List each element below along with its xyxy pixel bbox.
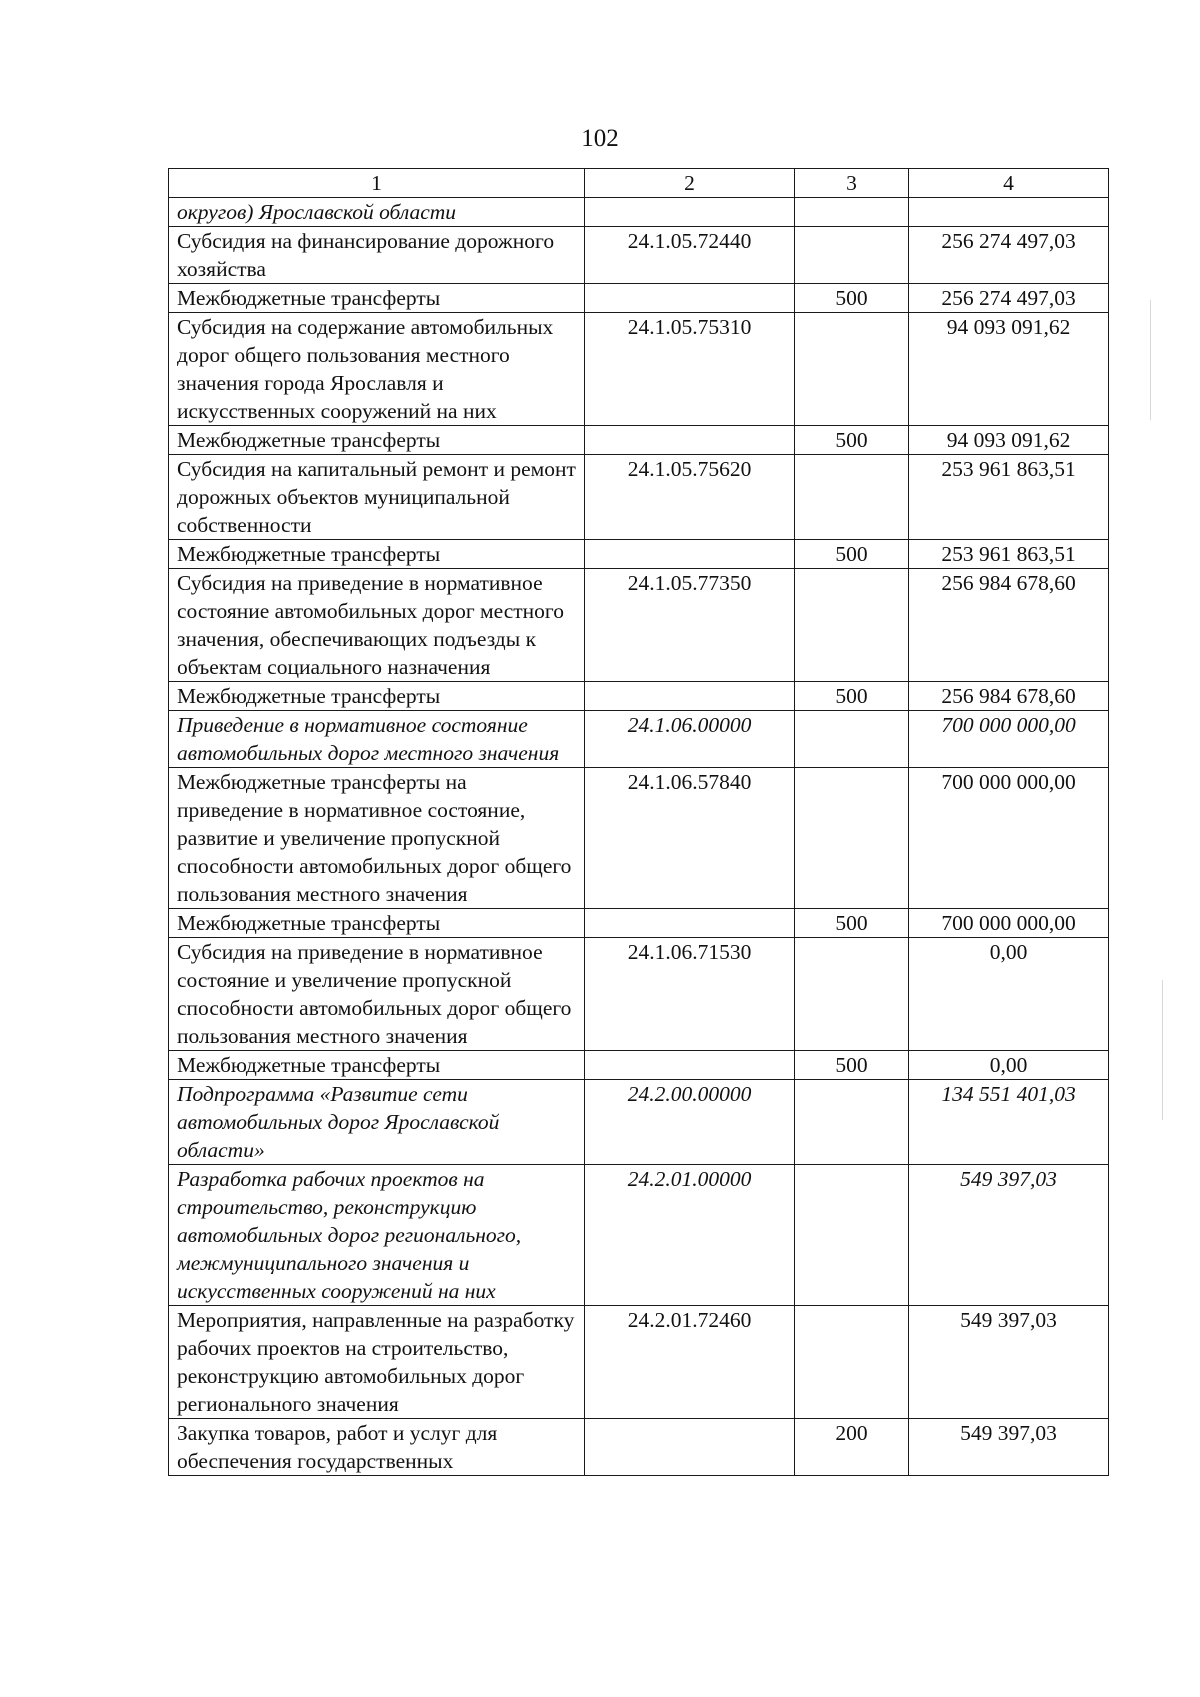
row-code-cell — [585, 426, 795, 455]
table-row — [169, 1419, 1109, 1476]
row-amount-cell: 256 274 497,03 — [909, 284, 1109, 313]
row-expense-type-cell — [795, 313, 909, 426]
row-code-cell: 24.1.05.72440 — [585, 227, 795, 284]
row-amount-cell — [909, 198, 1109, 227]
row-code-cell: 24.1.05.75310 — [585, 313, 795, 426]
row-expense-type-cell: 500 — [795, 284, 909, 313]
budget-table — [168, 168, 1109, 1476]
row-name-cell: Субсидия на капитальный ремонт и ремонт дорожных объектов муниципальной собственности — [169, 455, 585, 540]
table-row — [169, 284, 1109, 313]
header-col-2: 2 — [585, 169, 795, 198]
row-name-cell: Субсидия на финансирование дорожного хозяйства — [169, 227, 585, 284]
row-name-cell: Субсидия на содержание автомобильных дорог общего пользования местного значения города Ярославля и искусственных сооружений на них — [169, 313, 585, 426]
row-code-cell — [585, 1419, 795, 1476]
row-expense-type-cell: 500 — [795, 682, 909, 711]
row-name-cell: округов) Ярославской области — [169, 198, 585, 227]
table-header-row — [169, 169, 1109, 198]
row-code-cell: 24.1.05.77350 — [585, 569, 795, 682]
row-name-cell: Межбюджетные трансферты — [169, 426, 585, 455]
row-code-cell — [585, 909, 795, 938]
row-expense-type-cell: 500 — [795, 1051, 909, 1080]
row-name-cell: Межбюджетные трансферты — [169, 284, 585, 313]
row-expense-type-cell: 500 — [795, 909, 909, 938]
row-amount-cell: 253 961 863,51 — [909, 540, 1109, 569]
table-row — [169, 909, 1109, 938]
row-code-cell — [585, 198, 795, 227]
row-code-cell: 24.1.06.71530 — [585, 938, 795, 1051]
row-amount-cell: 549 397,03 — [909, 1306, 1109, 1419]
row-code-cell — [585, 682, 795, 711]
row-expense-type-cell: 500 — [795, 426, 909, 455]
table-row — [169, 1306, 1109, 1419]
row-expense-type-cell — [795, 938, 909, 1051]
row-name-cell: Разработка рабочих проектов на строительство, реконструкцию автомобильных дорог регионального, межмуниципального значения и искусственных сооружений на них — [169, 1165, 585, 1306]
table-row — [169, 938, 1109, 1051]
row-code-cell: 24.1.06.57840 — [585, 768, 795, 909]
table-row — [169, 540, 1109, 569]
row-amount-cell: 253 961 863,51 — [909, 455, 1109, 540]
row-expense-type-cell: 200 — [795, 1419, 909, 1476]
row-code-cell — [585, 540, 795, 569]
header-col-1: 1 — [169, 169, 585, 198]
row-code-cell — [585, 1051, 795, 1080]
table-row — [169, 227, 1109, 284]
table-row — [169, 682, 1109, 711]
row-code-cell: 24.1.06.00000 — [585, 711, 795, 768]
row-amount-cell: 134 551 401,03 — [909, 1080, 1109, 1165]
scan-artifact-line — [1162, 980, 1163, 1120]
row-amount-cell: 94 093 091,62 — [909, 313, 1109, 426]
row-amount-cell: 700 000 000,00 — [909, 909, 1109, 938]
row-name-cell: Закупка товаров, работ и услуг для обеспечения государственных — [169, 1419, 585, 1476]
row-code-cell — [585, 284, 795, 313]
header-col-4: 4 — [909, 169, 1109, 198]
table-row — [169, 569, 1109, 682]
table-row — [169, 1051, 1109, 1080]
row-amount-cell: 700 000 000,00 — [909, 711, 1109, 768]
table-row — [169, 1080, 1109, 1165]
table-row — [169, 768, 1109, 909]
row-name-cell: Субсидия на приведение в нормативное состояние и увеличение пропускной способности автомобильных дорог общего пользования местного значения — [169, 938, 585, 1051]
table-row — [169, 711, 1109, 768]
row-name-cell: Межбюджетные трансферты на приведение в нормативное состояние, развитие и увеличение пропускной способности автомобильных дорог общего пользования местного значения — [169, 768, 585, 909]
row-code-cell: 24.1.05.75620 — [585, 455, 795, 540]
row-name-cell: Приведение в нормативное состояние автомобильных дорог местного значения — [169, 711, 585, 768]
row-amount-cell: 0,00 — [909, 1051, 1109, 1080]
header-col-3: 3 — [795, 169, 909, 198]
row-expense-type-cell — [795, 768, 909, 909]
row-expense-type-cell — [795, 1080, 909, 1165]
scan-artifact-line — [1150, 300, 1151, 420]
row-expense-type-cell — [795, 1306, 909, 1419]
row-expense-type-cell — [795, 569, 909, 682]
row-amount-cell: 256 274 497,03 — [909, 227, 1109, 284]
row-code-cell: 24.2.01.72460 — [585, 1306, 795, 1419]
row-expense-type-cell — [795, 711, 909, 768]
row-amount-cell: 700 000 000,00 — [909, 768, 1109, 909]
table-row — [169, 313, 1109, 426]
row-name-cell: Межбюджетные трансферты — [169, 540, 585, 569]
table-body — [169, 169, 1109, 1476]
row-amount-cell: 256 984 678,60 — [909, 682, 1109, 711]
row-name-cell: Мероприятия, направленные на разработку рабочих проектов на строительство, реконструкцию автомобильных дорог регионального значения — [169, 1306, 585, 1419]
row-expense-type-cell — [795, 455, 909, 540]
row-amount-cell: 0,00 — [909, 938, 1109, 1051]
row-name-cell: Межбюджетные трансферты — [169, 1051, 585, 1080]
row-name-cell: Межбюджетные трансферты — [169, 909, 585, 938]
row-amount-cell: 256 984 678,60 — [909, 569, 1109, 682]
table-row — [169, 198, 1109, 227]
row-code-cell: 24.2.01.00000 — [585, 1165, 795, 1306]
row-name-cell: Подпрограмма «Развитие сети автомобильных дорог Ярославской области» — [169, 1080, 585, 1165]
row-expense-type-cell: 500 — [795, 540, 909, 569]
row-name-cell: Межбюджетные трансферты — [169, 682, 585, 711]
table-row — [169, 1165, 1109, 1306]
row-name-cell: Субсидия на приведение в нормативное состояние автомобильных дорог местного значения, обеспечивающих подъезды к объектам социального назначения — [169, 569, 585, 682]
row-expense-type-cell — [795, 198, 909, 227]
row-expense-type-cell — [795, 227, 909, 284]
row-code-cell: 24.2.00.00000 — [585, 1080, 795, 1165]
row-amount-cell: 549 397,03 — [909, 1419, 1109, 1476]
table-row — [169, 426, 1109, 455]
table-row — [169, 455, 1109, 540]
row-expense-type-cell — [795, 1165, 909, 1306]
row-amount-cell: 549 397,03 — [909, 1165, 1109, 1306]
page-number: 102 — [581, 125, 619, 152]
row-amount-cell: 94 093 091,62 — [909, 426, 1109, 455]
